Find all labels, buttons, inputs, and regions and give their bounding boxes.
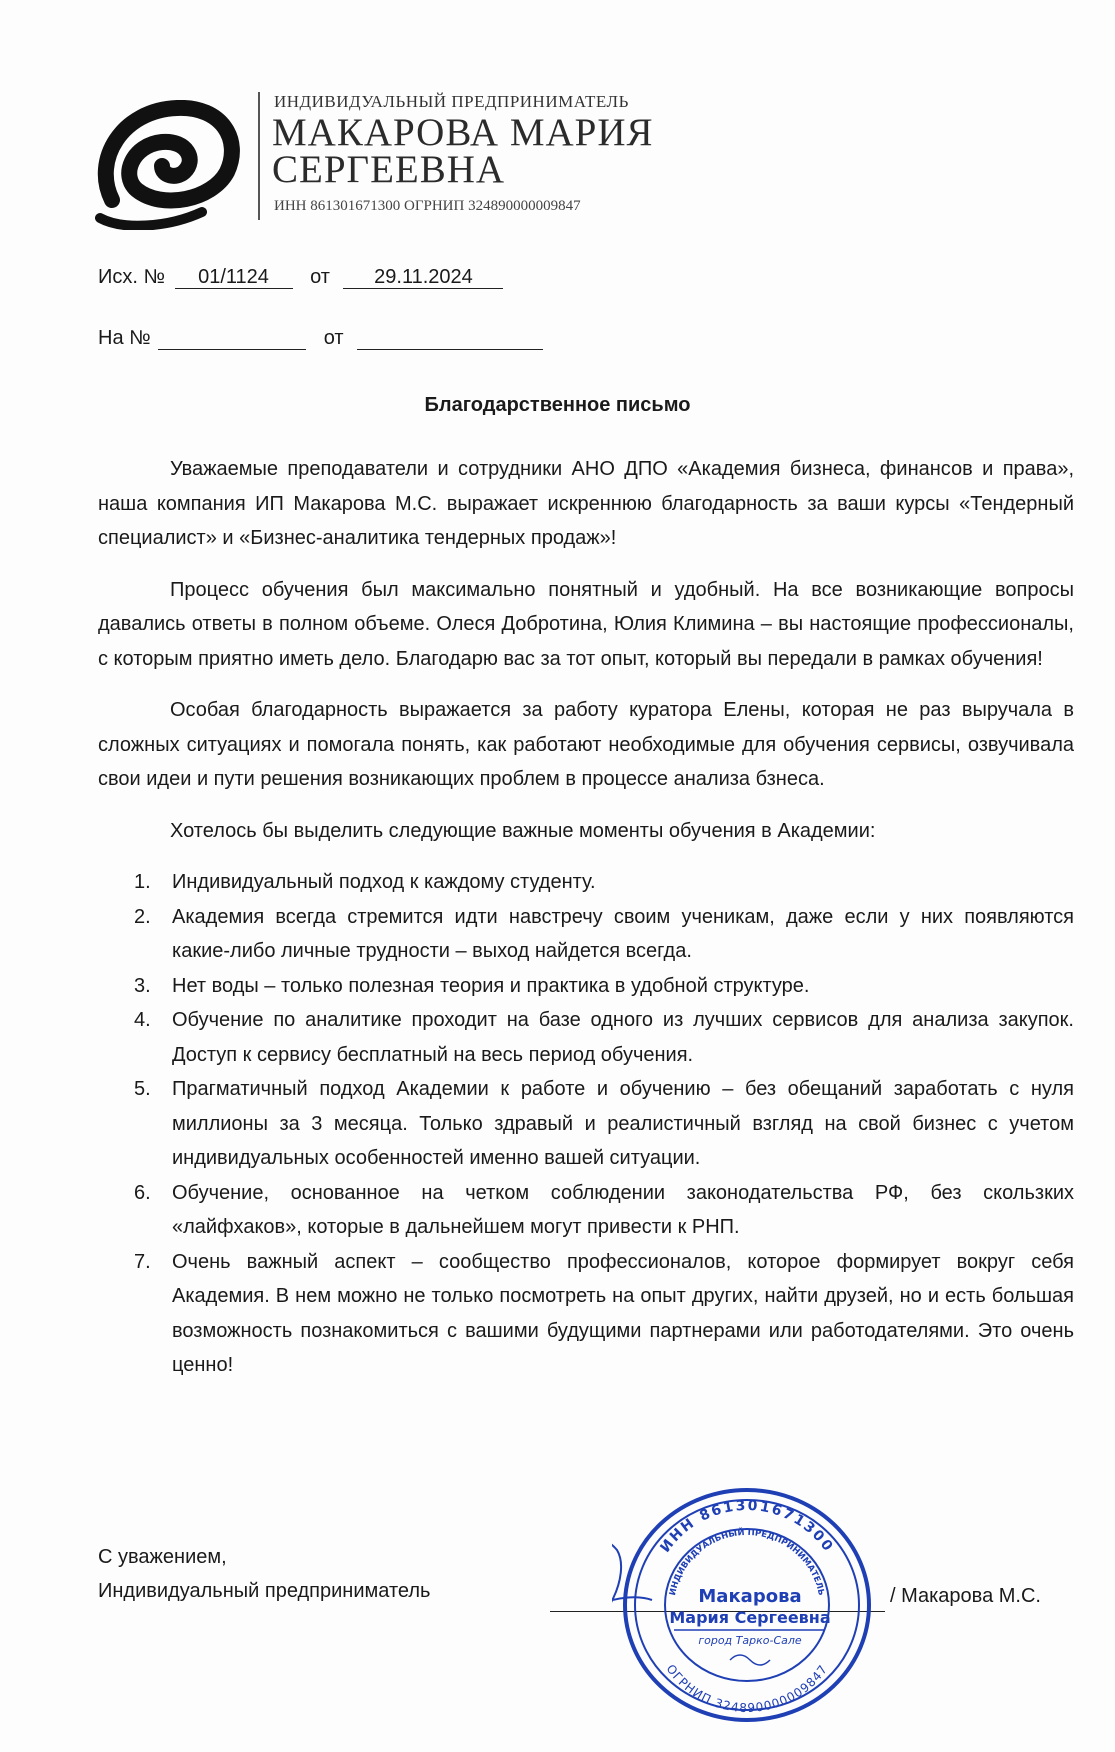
list-item-text: Академия всегда стремится идти навстречу своим ученикам, даже если у них появляются какие-либо личные трудности – выход найдется всегда. <box>172 905 1074 962</box>
list-item-number: 1. <box>134 871 151 893</box>
incoming-ref-label: На № <box>98 327 151 349</box>
incoming-ref-date-blank <box>357 327 543 350</box>
signature-name: / Макарова М.С. <box>890 1585 1041 1607</box>
paragraph-3: Особая благодарность выражается за работу куратора Елены, которая не раз выручала в сложных ситуациях и помогала понять, как работают необходимые для обучения сервисы, озвучивала свои идеи и пути решения возникающих проблем в процессе анализа бзнеса. <box>98 699 1074 790</box>
spiral-logo-icon <box>92 100 242 230</box>
list-item-text: Нет воды – только полезная теория и практика в удобной структуре. <box>172 974 810 997</box>
list-item <box>98 900 1074 969</box>
company-stamp <box>612 1480 882 1730</box>
stamp-inner-top-text: ИНДИВИДУАЛЬНЫЙ ПРЕДПРИНИМАТЕЛЬ <box>668 1527 826 1597</box>
list-item-number: 7. <box>134 1250 151 1273</box>
stamp-name-1: Макарова <box>698 1586 802 1607</box>
letterhead-role: ИНДИВИДУАЛЬНЫЙ ПРЕДПРИНИМАТЕЛЬ <box>274 92 629 111</box>
list-item-number: 4. <box>134 1009 151 1031</box>
letter-title: Благодарственное письмо <box>424 394 691 416</box>
stamp-ornament <box>730 1655 770 1665</box>
letterhead-name-line1: МАКАРОВА МАРИЯ <box>272 111 654 154</box>
list-item <box>98 1003 1074 1072</box>
outgoing-ref-number: 01/1124 <box>175 266 293 289</box>
list-item-number: 6. <box>134 1181 151 1204</box>
stamp-ring-bottom-text: ОГРНИП 324890000009847 <box>663 1661 831 1716</box>
list-item-number: 5. <box>134 1078 151 1100</box>
letterhead-name-line2: СЕРГЕЕВНА <box>272 148 506 191</box>
list-item-text: Индивидуальный подход к каждому студенту. <box>172 871 596 893</box>
stamp-city: город Тарко-Сале <box>698 1634 802 1647</box>
paragraph-1: Уважаемые преподаватели и сотрудники АНО ДПО «Академия бизнеса, финансов и права», наша компания ИП Макарова М.С. выражает искреннюю благодарность за ваши курсы «Тендерный специалист» и «Бизнес-аналитика тендерных продаж»! <box>98 458 1074 549</box>
letter-body <box>98 452 1074 1383</box>
incoming-from-label: от <box>323 327 344 349</box>
points-list <box>98 865 1074 1383</box>
incoming-ref-number-blank <box>158 327 306 350</box>
list-item-text: Очень важный аспект – сообщество профессионалов, которое формирует вокруг себя Академия. В нем можно не только посмотреть на опыт других, найти друзей, но и есть большая возможность познакомиться с вашими будущими партнерами или работодателями. Это очень ценно! <box>172 1250 1074 1376</box>
outgoing-ref-label: Исх. № <box>98 266 165 288</box>
list-item-text: Обучение по аналитике проходит на базе одного из лучших сервисов для анализа закупок. Доступ к сервису бесплатный на весь период обучения. <box>172 1009 1074 1066</box>
outgoing-ref-date: 29.11.2024 <box>343 266 503 289</box>
list-item-text: Прагматичный подход Академии к работе и обучению – без обещаний заработать с нуля миллионы за 3 месяца. Только здравый и реалистичный взгляд на свой бизнес с учетом индивидуальных особенностей именно вашей ситуации. <box>172 1078 1074 1169</box>
incoming-ref <box>98 327 543 350</box>
list-item-text: Обучение, основанное на четком соблюдении законодательства РФ, без скользких «лайфхаков», которые в дальнейшем могут привести к РНП. <box>172 1181 1074 1238</box>
outgoing-ref <box>98 266 503 289</box>
stamp-name-2: Мария Сергеевна <box>669 1608 831 1627</box>
closing-regards: С уважением, <box>98 1546 227 1568</box>
list-item-number: 3. <box>134 974 151 997</box>
closing-block <box>98 1540 430 1608</box>
list-item <box>98 969 1074 1004</box>
signature-scribble <box>612 1540 652 1622</box>
letterhead-ids: ИНН 861301671300 ОГРНИП 324890000009847 <box>274 198 581 214</box>
list-item <box>98 1176 1074 1245</box>
paragraph-4: Хотелось бы выделить следующие важные моменты обучения в Академии: <box>170 819 876 842</box>
outgoing-from-label: от <box>310 266 330 288</box>
list-item-number: 2. <box>134 905 151 928</box>
letterhead-name <box>272 111 654 191</box>
letterhead-divider <box>258 92 260 220</box>
stamp-ring-top-text: ИНН 861301671300 <box>657 1497 837 1556</box>
paragraph-2: Процесс обучения был максимально понятный и удобный. На все возникающие вопросы давались ответы в полном объеме. Олеся Добротина, Юлия Климина – вы настоящие профессионалы, с которым приятно иметь дело. Благодарю вас за тот опыт, который вы передали в рамках обучения! <box>98 578 1074 670</box>
list-item <box>98 1072 1074 1176</box>
closing-position: Индивидуальный предприниматель <box>98 1580 431 1602</box>
list-item <box>98 1245 1074 1383</box>
list-item <box>98 865 1074 900</box>
